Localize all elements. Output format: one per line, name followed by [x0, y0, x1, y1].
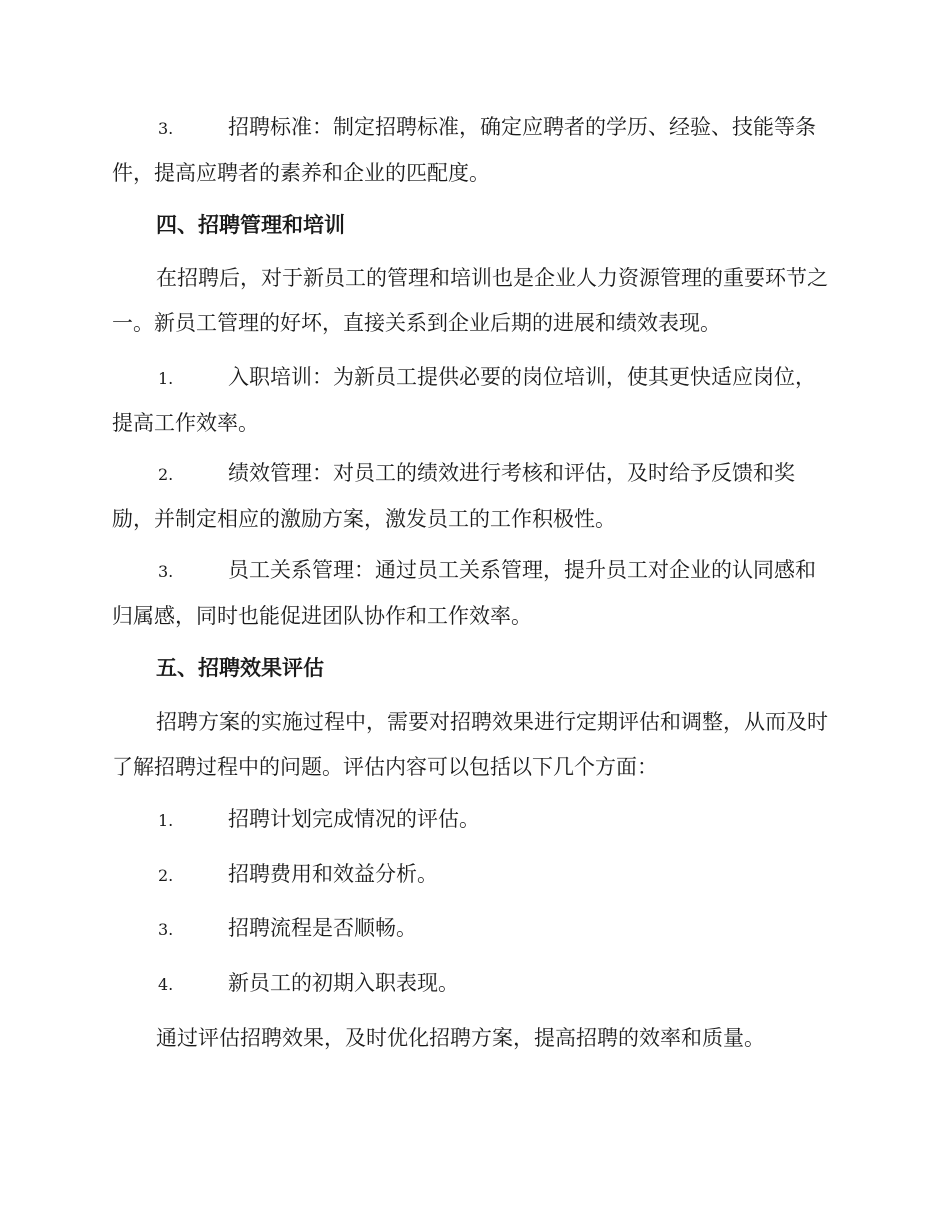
- list-text: 员工关系管理：通过员工关系管理，提升员工对企业的认同感和归属感，同时也能促进团队协作和工作效率。: [112, 558, 816, 628]
- list-text: 新员工的初期入职表现。: [228, 971, 459, 995]
- list-text: 招聘计划完成情况的评估。: [228, 807, 480, 831]
- list-number: 1.: [158, 811, 174, 830]
- list-number: 3.: [158, 920, 174, 939]
- section-heading-4: 四、招聘管理和培训: [156, 212, 345, 237]
- paragraph-training-intro: 在招聘后，对于新员工的管理和培训也是企业人力资源管理的重要环节之一。新员工管理的好坏，直接关系到企业后期的进展和绩效表现。: [112, 266, 828, 335]
- list-number: 2.: [158, 465, 174, 484]
- list-number: 3.: [158, 119, 174, 138]
- list-text: 招聘费用和效益分析。: [228, 862, 438, 886]
- list-item-eval-newhire: [112, 961, 836, 1007]
- list-item-eval-process: [112, 906, 836, 952]
- list-text: 招聘标准：制定招聘标准，确定应聘者的学历、经验、技能等条件，提高应聘者的素养和企业的匹配度。: [112, 115, 816, 185]
- list-item-recruit-standard: [112, 105, 836, 196]
- list-text: 招聘流程是否顺畅。: [228, 916, 417, 940]
- list-item-eval-cost: [112, 852, 836, 898]
- section-heading-5: 五、招聘效果评估: [156, 655, 324, 680]
- list-text: 绩效管理：对员工的绩效进行考核和评估，及时给予反馈和奖励，并制定相应的激励方案，激发员工的工作积极性。: [112, 461, 795, 531]
- list-number: 3.: [158, 562, 174, 581]
- list-item-onboarding: [112, 355, 836, 446]
- list-number: 2.: [158, 866, 174, 885]
- list-number: 4.: [158, 975, 174, 994]
- list-item-employee-relations: [112, 548, 836, 639]
- paragraph-conclusion: 通过评估招聘效果，及时优化招聘方案，提高招聘的效率和质量。: [156, 1026, 765, 1050]
- list-item-eval-plan: [112, 797, 836, 843]
- paragraph-evaluation-intro: 招聘方案的实施过程中，需要对招聘效果进行定期评估和调整，从而及时了解招聘过程中的问题。评估内容可以包括以下几个方面：: [112, 710, 828, 779]
- list-item-performance: [112, 451, 836, 542]
- list-number: 1.: [158, 369, 174, 388]
- list-text: 入职培训：为新员工提供必要的岗位培训，使其更快适应岗位，提高工作效率。: [112, 365, 816, 435]
